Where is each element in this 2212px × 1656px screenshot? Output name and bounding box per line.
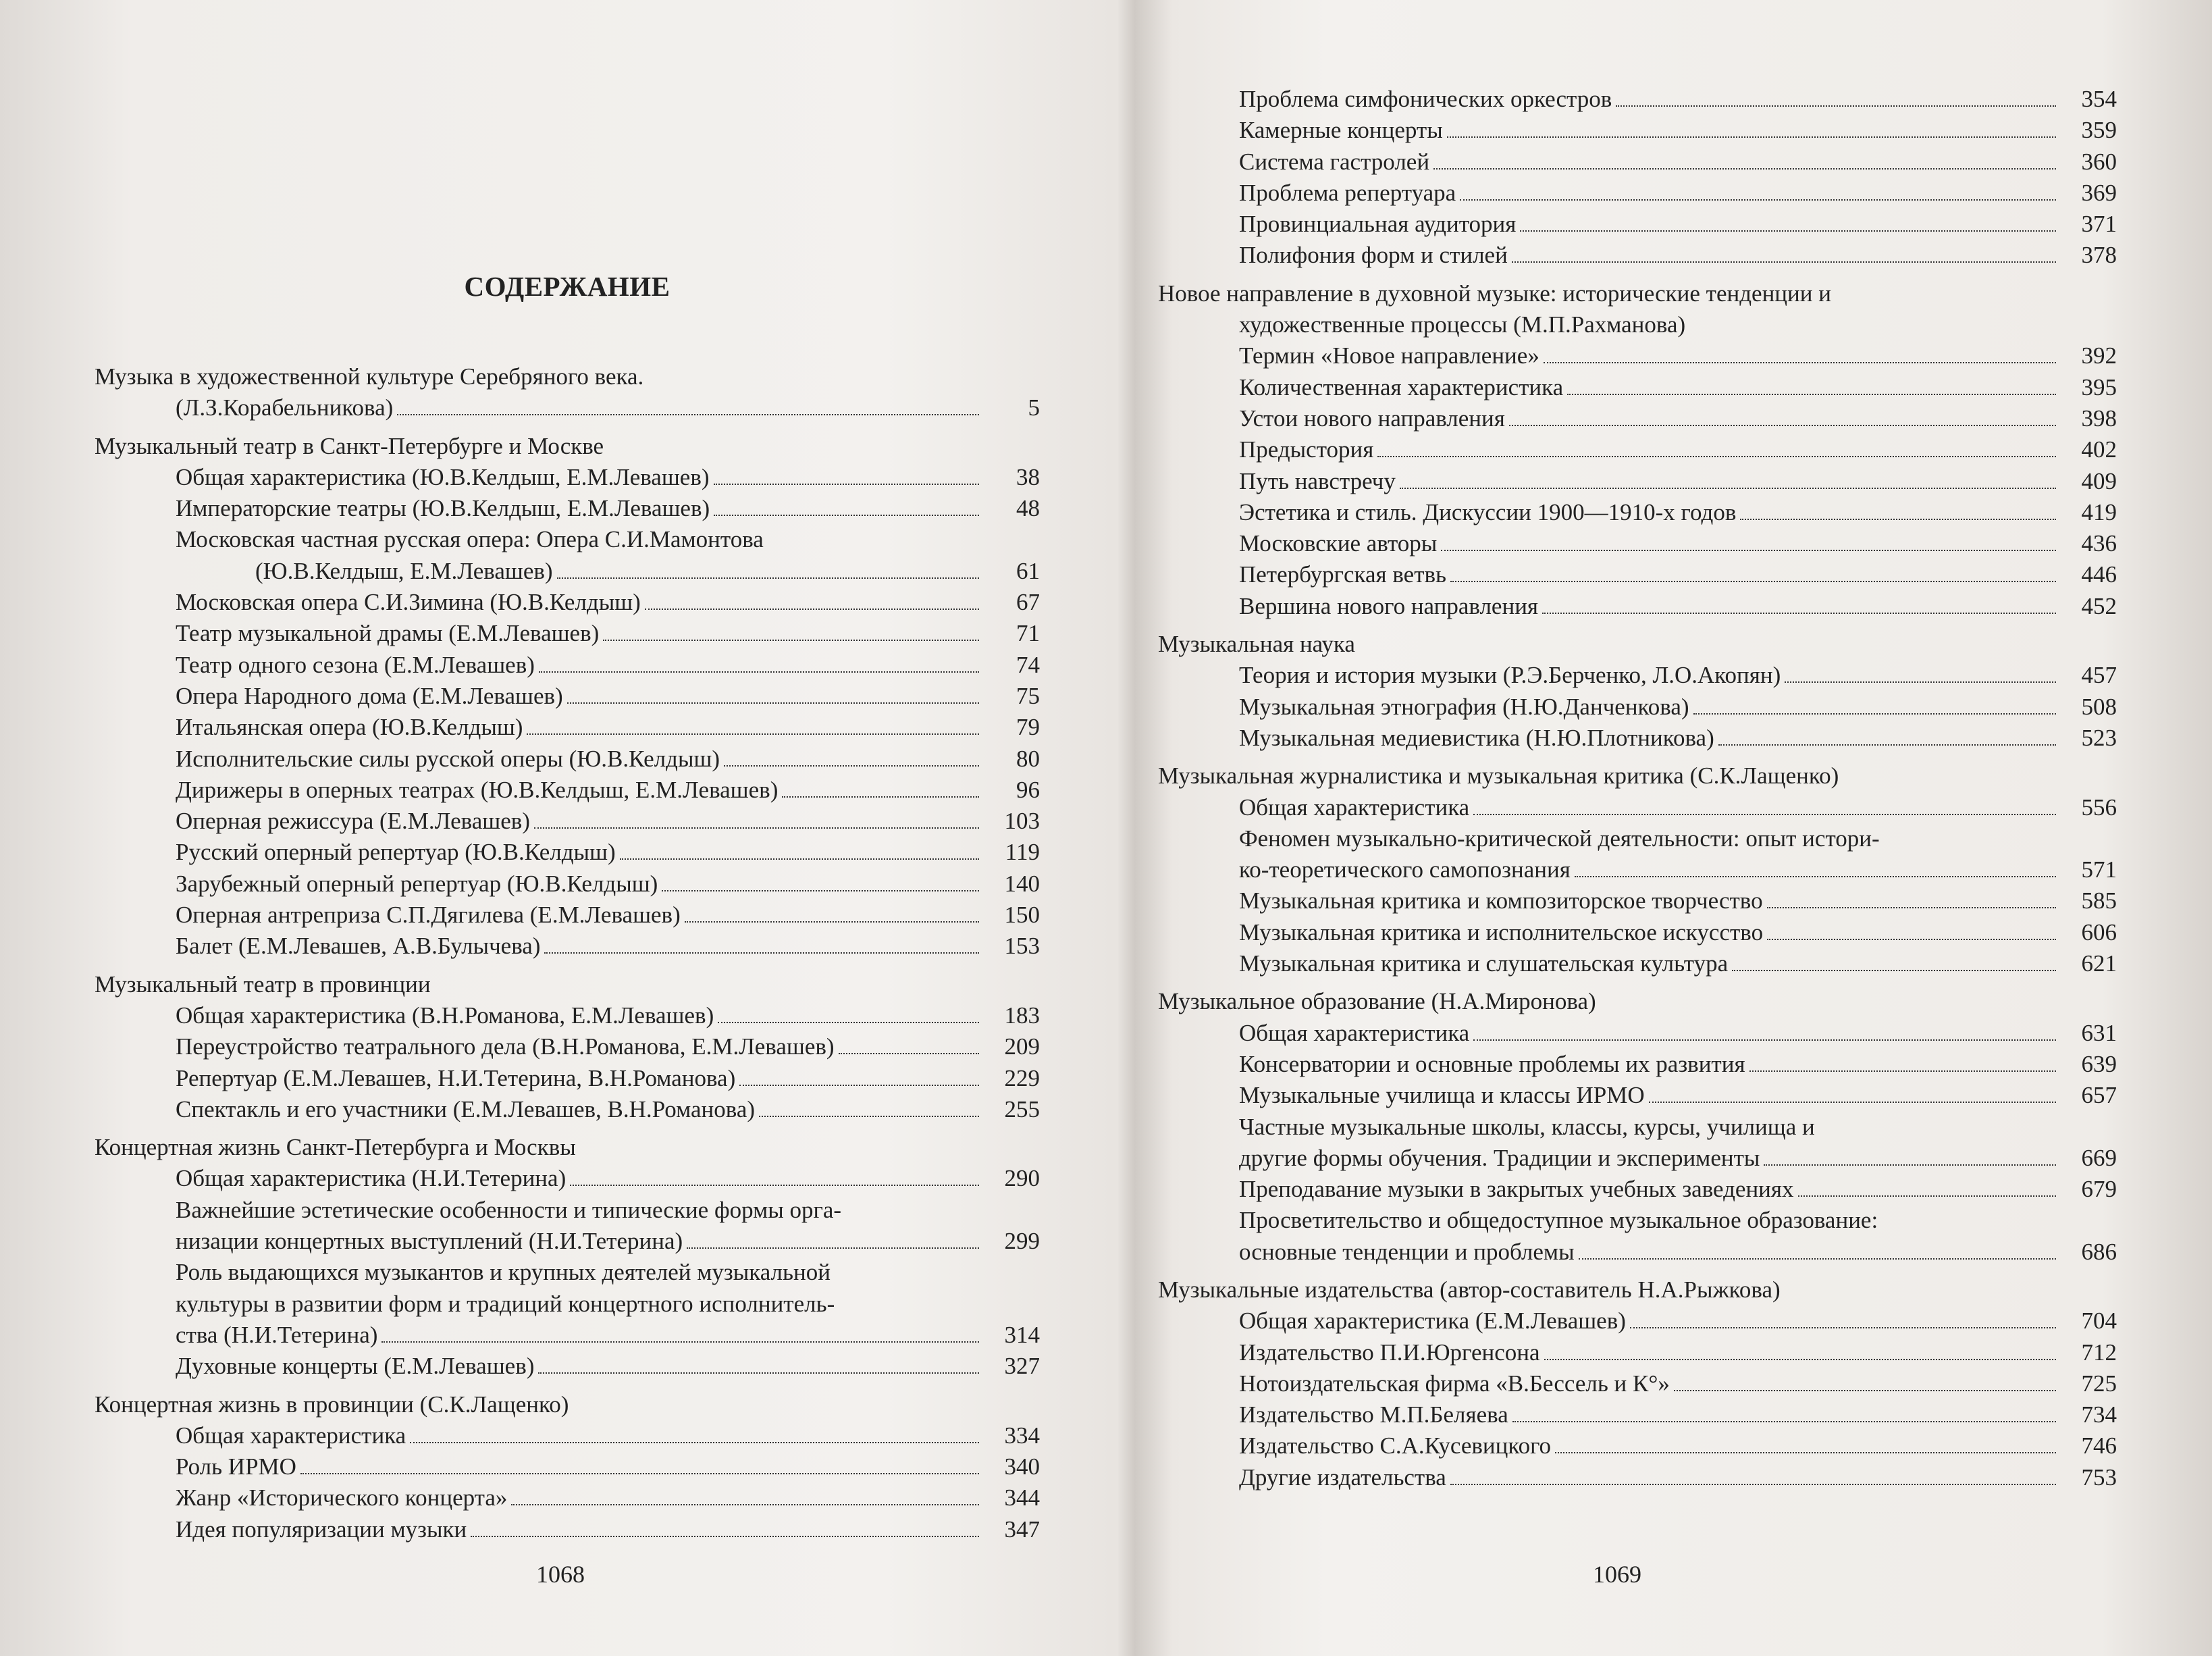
toc-entry [95, 462, 1040, 493]
entry-title: Общая характеристика [176, 1422, 406, 1449]
dot-leader [1764, 1164, 2056, 1166]
page-ref: 631 [2081, 1019, 2117, 1046]
entry-title: Важнейшие эстетические особенности и типические формы орга- [176, 1196, 842, 1223]
dot-leader [1450, 1484, 2056, 1485]
dot-leader [1674, 1390, 2056, 1391]
page-number-left: 1068 [536, 1561, 585, 1588]
toc-entry [1158, 403, 2117, 434]
toc-left [95, 361, 1040, 1552]
toc-section [95, 361, 1040, 424]
toc-entry [1158, 340, 2117, 371]
toc-entry [95, 837, 1040, 868]
page-ref: 150 [1004, 902, 1040, 929]
page-ref: 360 [2081, 148, 2117, 175]
page-ref: 686 [2081, 1238, 2117, 1265]
dot-leader [1542, 613, 2056, 614]
entry-title-cont: низации концертных выступлений (Н.И.Тетерина) [176, 1228, 683, 1255]
dot-leader [1473, 814, 2056, 815]
toc-entry [95, 681, 1040, 712]
entry-title: Роль ИРМО [176, 1453, 296, 1480]
section-title-continued: художественные процессы (М.П.Рахманова) [1239, 311, 1686, 338]
entry-title: Оперная режиссура (Е.М.Левашев) [176, 808, 530, 835]
entry-title: Репертуар (Е.М.Левашев, Н.И.Тетерина, В.Н.Романова) [176, 1064, 736, 1091]
entry-last-line [1239, 1237, 2117, 1268]
toc-entry [95, 1420, 1040, 1451]
entry-title: Итальянская опера (Ю.В.Келдыш) [176, 714, 523, 741]
page-ref: 734 [2081, 1401, 2117, 1428]
toc-section [1158, 84, 2117, 271]
dot-leader [539, 671, 979, 673]
toc-section [95, 1132, 1040, 1382]
entry-title: Роль выдающихся музыкантов и крупных деятелей музыкальной [176, 1259, 831, 1286]
section-title: Музыкальная журналистика и музыкальная критика (С.К.Лащенко) [1158, 762, 1839, 790]
toc-entry [1158, 209, 2117, 240]
dot-leader [534, 827, 979, 829]
page-ref: 585 [2081, 887, 2117, 914]
page-ref: 508 [2081, 693, 2117, 720]
section-title: Музыкальный театр в провинции [95, 971, 431, 998]
dot-leader [839, 1053, 979, 1054]
toc-entry [95, 712, 1040, 743]
toc-entry [1158, 1018, 2117, 1049]
toc-entry [1158, 115, 2117, 146]
dot-leader [1767, 907, 2056, 908]
entry-title: Русский оперный репертуар (Ю.В.Келдыш) [176, 839, 616, 866]
toc-entry [1158, 84, 2117, 115]
dot-leader [662, 890, 979, 891]
dot-leader [527, 733, 979, 735]
toc-entry [95, 524, 1040, 587]
entry-title: Музыкальная медиевистика (Н.Ю.Плотникова) [1239, 724, 1714, 751]
page-ref: 153 [1004, 933, 1040, 960]
toc-entry [1158, 497, 2117, 528]
dot-leader [645, 609, 979, 610]
section-title: Новое направление в духовной музыке: исторические тенденции и [1158, 280, 1831, 307]
dot-leader [471, 1536, 979, 1537]
entry-title: Путь навстречу [1239, 467, 1396, 494]
toc-entry [95, 806, 1040, 837]
entry-last-line [1239, 1143, 2117, 1174]
section-title: Музыкальные издательства (автор-составитель Н.А.Рыжкова) [1158, 1276, 1781, 1303]
page-ref: 38 [1016, 463, 1040, 490]
toc-entry [1158, 1112, 2117, 1174]
dot-leader [620, 858, 979, 860]
page-ref: 290 [1004, 1165, 1040, 1192]
toc-entry [95, 1094, 1040, 1125]
page-ref: 340 [1004, 1453, 1040, 1480]
toc-entry [95, 1451, 1040, 1482]
dot-leader [511, 1504, 979, 1505]
dot-leader [1520, 230, 2056, 232]
entry-title: Театр одного сезона (Е.М.Левашев) [176, 651, 535, 678]
toc-entry [1158, 917, 2117, 948]
dot-leader [603, 640, 979, 641]
entry-title: Феномен музыкально-критической деятельности: опыт истори- [1239, 825, 1880, 852]
dot-leader [1433, 168, 2056, 170]
page-ref: 67 [1016, 589, 1040, 616]
page-ref: 621 [2081, 950, 2117, 977]
dot-leader [1767, 939, 2056, 940]
dot-leader [1749, 1070, 2056, 1072]
toc-entry [1158, 178, 2117, 209]
page-ref: 378 [2081, 242, 2117, 269]
entry-title: Другие издательства [1239, 1464, 1446, 1491]
toc-entry [95, 493, 1040, 524]
entry-title-cont: (Ю.В.Келдыш, Е.М.Левашев) [255, 557, 553, 584]
toc-entry [95, 1514, 1040, 1545]
dot-leader [1512, 261, 2056, 263]
entry-title: Частные музыкальные школы, классы, курсы, училища и [1239, 1113, 1815, 1140]
entry-title: Вершина нового направления [1239, 592, 1539, 619]
toc-entry [1158, 1080, 2117, 1111]
entry-title: Московская опера С.И.Зимина (Ю.В.Келдыш) [176, 589, 641, 616]
toc-entry [1158, 1399, 2117, 1430]
toc-entry [95, 744, 1040, 775]
page-ref: 571 [2081, 856, 2117, 883]
toc-entry [1158, 692, 2117, 723]
toc-section [1158, 278, 2117, 622]
dot-leader [1450, 581, 2056, 582]
page-ref: 359 [2081, 117, 2117, 144]
entry-title: Провинциальная аудитория [1239, 211, 1517, 238]
page-ref: 395 [2081, 373, 2117, 400]
dot-leader [1544, 1359, 2056, 1360]
page-ref: 457 [2081, 662, 2117, 689]
page-ref: 669 [2081, 1144, 2117, 1171]
dot-leader [1512, 1421, 2056, 1422]
dot-leader [397, 414, 979, 415]
toc-right [1158, 84, 2117, 1500]
toc-section [1158, 986, 2117, 1268]
page-ref: 639 [2081, 1050, 2117, 1077]
entry-title: Общая характеристика (Н.И.Тетерина) [176, 1165, 567, 1192]
dot-leader [714, 515, 979, 516]
entry-title: Просветительство и общедоступное музыкальное образование: [1239, 1207, 1878, 1234]
entry-title: Общая характеристика (Е.М.Левашев) [1239, 1308, 1626, 1335]
page-ref: 446 [2081, 561, 2117, 588]
entry-title: Общая характеристика [1239, 794, 1470, 821]
dot-leader [685, 921, 979, 923]
page-ref: 229 [1004, 1064, 1040, 1091]
entry-title: Исполнительские силы русской оперы (Ю.В.Келдыш) [176, 745, 720, 772]
page-number-right: 1069 [1593, 1561, 1641, 1588]
entry-title: Устои нового направления [1239, 405, 1505, 432]
entry-last-line [1239, 854, 2117, 885]
dot-leader [1460, 199, 2056, 201]
page-ref: 704 [2081, 1308, 2117, 1335]
page-ref: 402 [2081, 436, 2117, 463]
toc-entry [95, 587, 1040, 618]
toc-entry [1158, 723, 2117, 754]
entry-title: Дирижеры в оперных театрах (Ю.В.Келдыш, Е.М.Левашев) [176, 776, 779, 803]
section-title: Музыкальная наука [1158, 631, 1355, 658]
dot-leader [1509, 425, 2056, 426]
section-title: Музыкальный театр в Санкт-Петербурге и Москве [95, 432, 604, 459]
dot-leader [1740, 519, 2056, 520]
entry-title-cont: основные тенденции и проблемы [1239, 1238, 1575, 1265]
toc-entry [95, 1063, 1040, 1094]
dot-leader [687, 1247, 979, 1249]
toc-entry [95, 1482, 1040, 1513]
dot-leader [570, 1185, 979, 1186]
dot-leader [1630, 1327, 2056, 1328]
entry-title: Петербургская ветвь [1239, 561, 1447, 588]
entry-title: Проблема репертуара [1239, 179, 1456, 206]
page-ref: 452 [2081, 592, 2117, 619]
entry-title: Идея популяризации музыки [176, 1516, 467, 1543]
toc-entry [1158, 948, 2117, 979]
entry-title: Издательство С.А.Кусевицкого [1239, 1432, 1552, 1459]
entry-title: Оперная антреприза С.П.Дягилева (Е.М.Левашев) [176, 902, 681, 929]
entry-title: Театр музыкальной драмы (Е.М.Левашев) [176, 620, 600, 647]
dot-leader [1732, 970, 2056, 971]
toc-entry [1158, 1462, 2117, 1493]
entry-title: Консерватории и основные проблемы их развития [1239, 1050, 1745, 1077]
page-ref: 255 [1004, 1095, 1040, 1122]
entry-title: Музыкальная критика и слушательская культура [1239, 950, 1729, 977]
toc-section [95, 969, 1040, 1125]
section-title: Музыка в художественной культуре Серебряного века. [95, 363, 644, 390]
toc-entry [95, 650, 1040, 681]
toc-entry [1158, 434, 2117, 465]
dot-leader [538, 1372, 979, 1374]
toc-entry [1158, 1305, 2117, 1337]
entry-title: Проблема симфонических оркестров [1239, 86, 1612, 112]
page-ref: 606 [2081, 918, 2117, 946]
dot-leader [1400, 488, 2056, 489]
dot-leader [1473, 1039, 2056, 1041]
entry-title-cont: ко-теоретического самопознания [1239, 856, 1571, 883]
toc-entry [1158, 559, 2117, 590]
page-ref: 79 [1016, 714, 1040, 741]
dot-leader [1441, 550, 2056, 551]
page-ref: 712 [2081, 1339, 2117, 1366]
entry-title: Предыстория [1239, 436, 1374, 463]
dot-leader [1798, 1195, 2056, 1197]
entry-title: Опера Народного дома (Е.М.Левашев) [176, 682, 563, 709]
entry-title: (Л.З.Корабельникова) [176, 394, 394, 421]
toc-entry [1158, 1430, 2117, 1461]
toc-entry [1158, 528, 2117, 559]
toc-entry [95, 618, 1040, 649]
entry-last-line [176, 1320, 1040, 1351]
dot-leader [1544, 362, 2056, 363]
toc-entry [95, 1195, 1040, 1258]
entry-title: Московская частная русская опера: Опера С.И.Мамонтова [176, 526, 764, 553]
page-ref: 96 [1016, 776, 1040, 803]
entry-title: Московские авторы [1239, 530, 1438, 557]
dot-leader [1579, 1258, 2056, 1260]
toc-entry [1158, 372, 2117, 403]
page-ref: 369 [2081, 179, 2117, 206]
entry-title-cont: культуры в развитии форм и традиций концертного исполнитель- [176, 1290, 835, 1317]
page-ref: 354 [2081, 86, 2117, 112]
page-ref: 103 [1004, 808, 1040, 835]
entry-title: Зарубежный оперный репертуар (Ю.В.Келдыш) [176, 870, 658, 897]
page-ref: 679 [2081, 1176, 2117, 1203]
entry-title: Эстетика и стиль. Дискуссии 1900—1910-х годов [1239, 498, 1737, 525]
entry-title: Издательство М.П.Беляева [1239, 1401, 1508, 1428]
page-ref: 183 [1004, 1002, 1040, 1029]
entry-title: Система гастролей [1239, 148, 1430, 175]
entry-title: Императорские театры (Ю.В.Келдыш, Е.М.Левашев) [176, 495, 710, 522]
dot-leader [1649, 1102, 2056, 1103]
toc-entry [95, 900, 1040, 931]
section-title: Концертная жизнь Санкт-Петербурга и Москвы [95, 1134, 576, 1161]
entry-title: Жанр «Исторического концерта» [176, 1484, 508, 1511]
entry-title: Балет (Е.М.Левашев, А.В.Булычева) [176, 933, 541, 960]
entry-title: Нотоиздательская фирма «В.Бессель и К°» [1239, 1370, 1670, 1397]
page-ref: 436 [2081, 530, 2117, 557]
entry-title: Общая характеристика (Ю.В.Келдыш, Е.М.Левашев) [176, 463, 710, 490]
toc-entry [1158, 660, 2117, 691]
page-ref: 657 [2081, 1082, 2117, 1109]
entry-last-line [176, 556, 1040, 587]
dot-leader [1575, 876, 2056, 877]
page-ref: 71 [1016, 620, 1040, 647]
dot-leader [381, 1341, 979, 1343]
dot-leader [759, 1116, 979, 1117]
page-ref: 419 [2081, 498, 2117, 525]
page-ref: 61 [1016, 557, 1040, 584]
dot-leader [557, 577, 979, 579]
page-ref: 753 [2081, 1464, 2117, 1491]
toc-entry [95, 1031, 1040, 1062]
entry-title: Музыкальная критика и исполнительское искусство [1239, 918, 1764, 946]
dot-leader [300, 1473, 979, 1474]
page-ref: 398 [2081, 405, 2117, 432]
page-ref: 556 [2081, 794, 2117, 821]
page-ref: 523 [2081, 724, 2117, 751]
entry-last-line [176, 1226, 1040, 1257]
section-title: Музыкальное образование (Н.А.Миронова) [1158, 988, 1596, 1015]
toc-entry [1158, 466, 2117, 497]
toc-entry [95, 1000, 1040, 1031]
dot-leader [1567, 394, 2056, 395]
page-ref: 48 [1016, 495, 1040, 522]
toc-entry [1158, 591, 2117, 622]
entry-title: Спектакль и его участники (Е.М.Левашев, В.Н.Романова) [176, 1095, 756, 1122]
dot-leader [567, 702, 979, 704]
entry-title: Музыкальная этнография (Н.Ю.Данченкова) [1239, 693, 1689, 720]
page-ref: 119 [1005, 839, 1040, 866]
toc-entry [1158, 1174, 2117, 1205]
toc-section [1158, 760, 2117, 979]
entry-title: Количественная характеристика [1239, 373, 1564, 400]
toc-section [95, 1389, 1040, 1545]
dot-leader [1616, 105, 2056, 107]
page-ref: 725 [2081, 1370, 2117, 1397]
toc-section [95, 431, 1040, 962]
page-ref: 80 [1016, 745, 1040, 772]
toc-entry [1158, 1368, 2117, 1399]
toc-entry [1158, 823, 2117, 886]
toc-heading: СОДЕРЖАНИЕ [464, 271, 670, 302]
dot-leader [410, 1442, 979, 1443]
toc-entry [95, 775, 1040, 806]
dot-leader [1555, 1452, 2056, 1453]
toc-entry [1158, 1337, 2117, 1368]
toc-entry [95, 869, 1040, 900]
toc-entry [95, 1163, 1040, 1194]
toc-entry [95, 1257, 1040, 1351]
dot-leader [1377, 456, 2056, 457]
left-page [95, 0, 1040, 1656]
entry-title: Издательство П.И.Юргенсона [1239, 1339, 1540, 1366]
page-ref: 75 [1016, 682, 1040, 709]
entry-title: Преподавание музыки в закрытых учебных заведениях [1239, 1176, 1794, 1203]
entry-title: Теория и история музыки (Р.Э.Берченко, Л.О.Акопян) [1239, 662, 1781, 689]
dot-leader [714, 484, 979, 485]
page-ref: 140 [1004, 870, 1040, 897]
dot-leader [724, 765, 979, 767]
page-ref: 344 [1004, 1484, 1040, 1511]
toc-section [1158, 1274, 2117, 1493]
toc-entry [1158, 792, 2117, 823]
toc-entry [1158, 885, 2117, 916]
toc-entry [1158, 1049, 2117, 1080]
page-ref: 334 [1004, 1422, 1040, 1449]
toc-entry [95, 392, 1040, 423]
toc-entry [95, 931, 1040, 962]
entry-title: Духовные концерты (Е.М.Левашев) [176, 1353, 535, 1380]
dot-leader [782, 796, 979, 798]
toc-entry [95, 1351, 1040, 1382]
entry-title: Музыкальные училища и классы ИРМО [1239, 1082, 1645, 1109]
entry-title: Термин «Новое направление» [1239, 342, 1539, 369]
page-ref: 209 [1004, 1033, 1040, 1060]
dot-leader [1693, 713, 2056, 715]
toc-section [1158, 629, 2117, 754]
dot-leader [718, 1022, 979, 1023]
page-ref: 392 [2081, 342, 2117, 369]
entry-title-cont: ства (Н.И.Тетерина) [176, 1321, 378, 1348]
dot-leader [544, 952, 979, 954]
page-ref: 371 [2081, 211, 2117, 238]
page-ref: 327 [1004, 1353, 1040, 1380]
entry-title: Музыкальная критика и композиторское творчество [1239, 887, 1763, 914]
page-ref: 74 [1016, 651, 1040, 678]
entry-title: Общая характеристика (В.Н.Романова, Е.М.Левашев) [176, 1002, 714, 1029]
page-ref: 314 [1004, 1321, 1040, 1348]
page-ref: 746 [2081, 1432, 2117, 1459]
toc-entry [1158, 1205, 2117, 1268]
entry-title: Полифония форм и стилей [1239, 242, 1508, 269]
dot-leader [1785, 681, 2056, 683]
page-ref: 299 [1004, 1228, 1040, 1255]
page-ref: 5 [1028, 394, 1040, 421]
toc-entry [1158, 147, 2117, 178]
toc-entry [1158, 240, 2117, 271]
entry-title: Камерные концерты [1239, 117, 1443, 144]
section-title: Концертная жизнь в провинции (С.К.Лащенко) [95, 1391, 569, 1418]
page-ref: 347 [1004, 1516, 1040, 1543]
entry-title: Переустройство театрального дела (В.Н.Романова, Е.М.Левашев) [176, 1033, 835, 1060]
entry-title-cont: другие формы обучения. Традиции и эксперименты [1239, 1144, 1760, 1171]
dot-leader [1718, 744, 2056, 746]
page-ref: 409 [2081, 467, 2117, 494]
dot-leader [1447, 136, 2056, 138]
entry-title: Общая характеристика [1239, 1019, 1470, 1046]
right-page [1158, 0, 2117, 1656]
dot-leader [739, 1085, 979, 1086]
